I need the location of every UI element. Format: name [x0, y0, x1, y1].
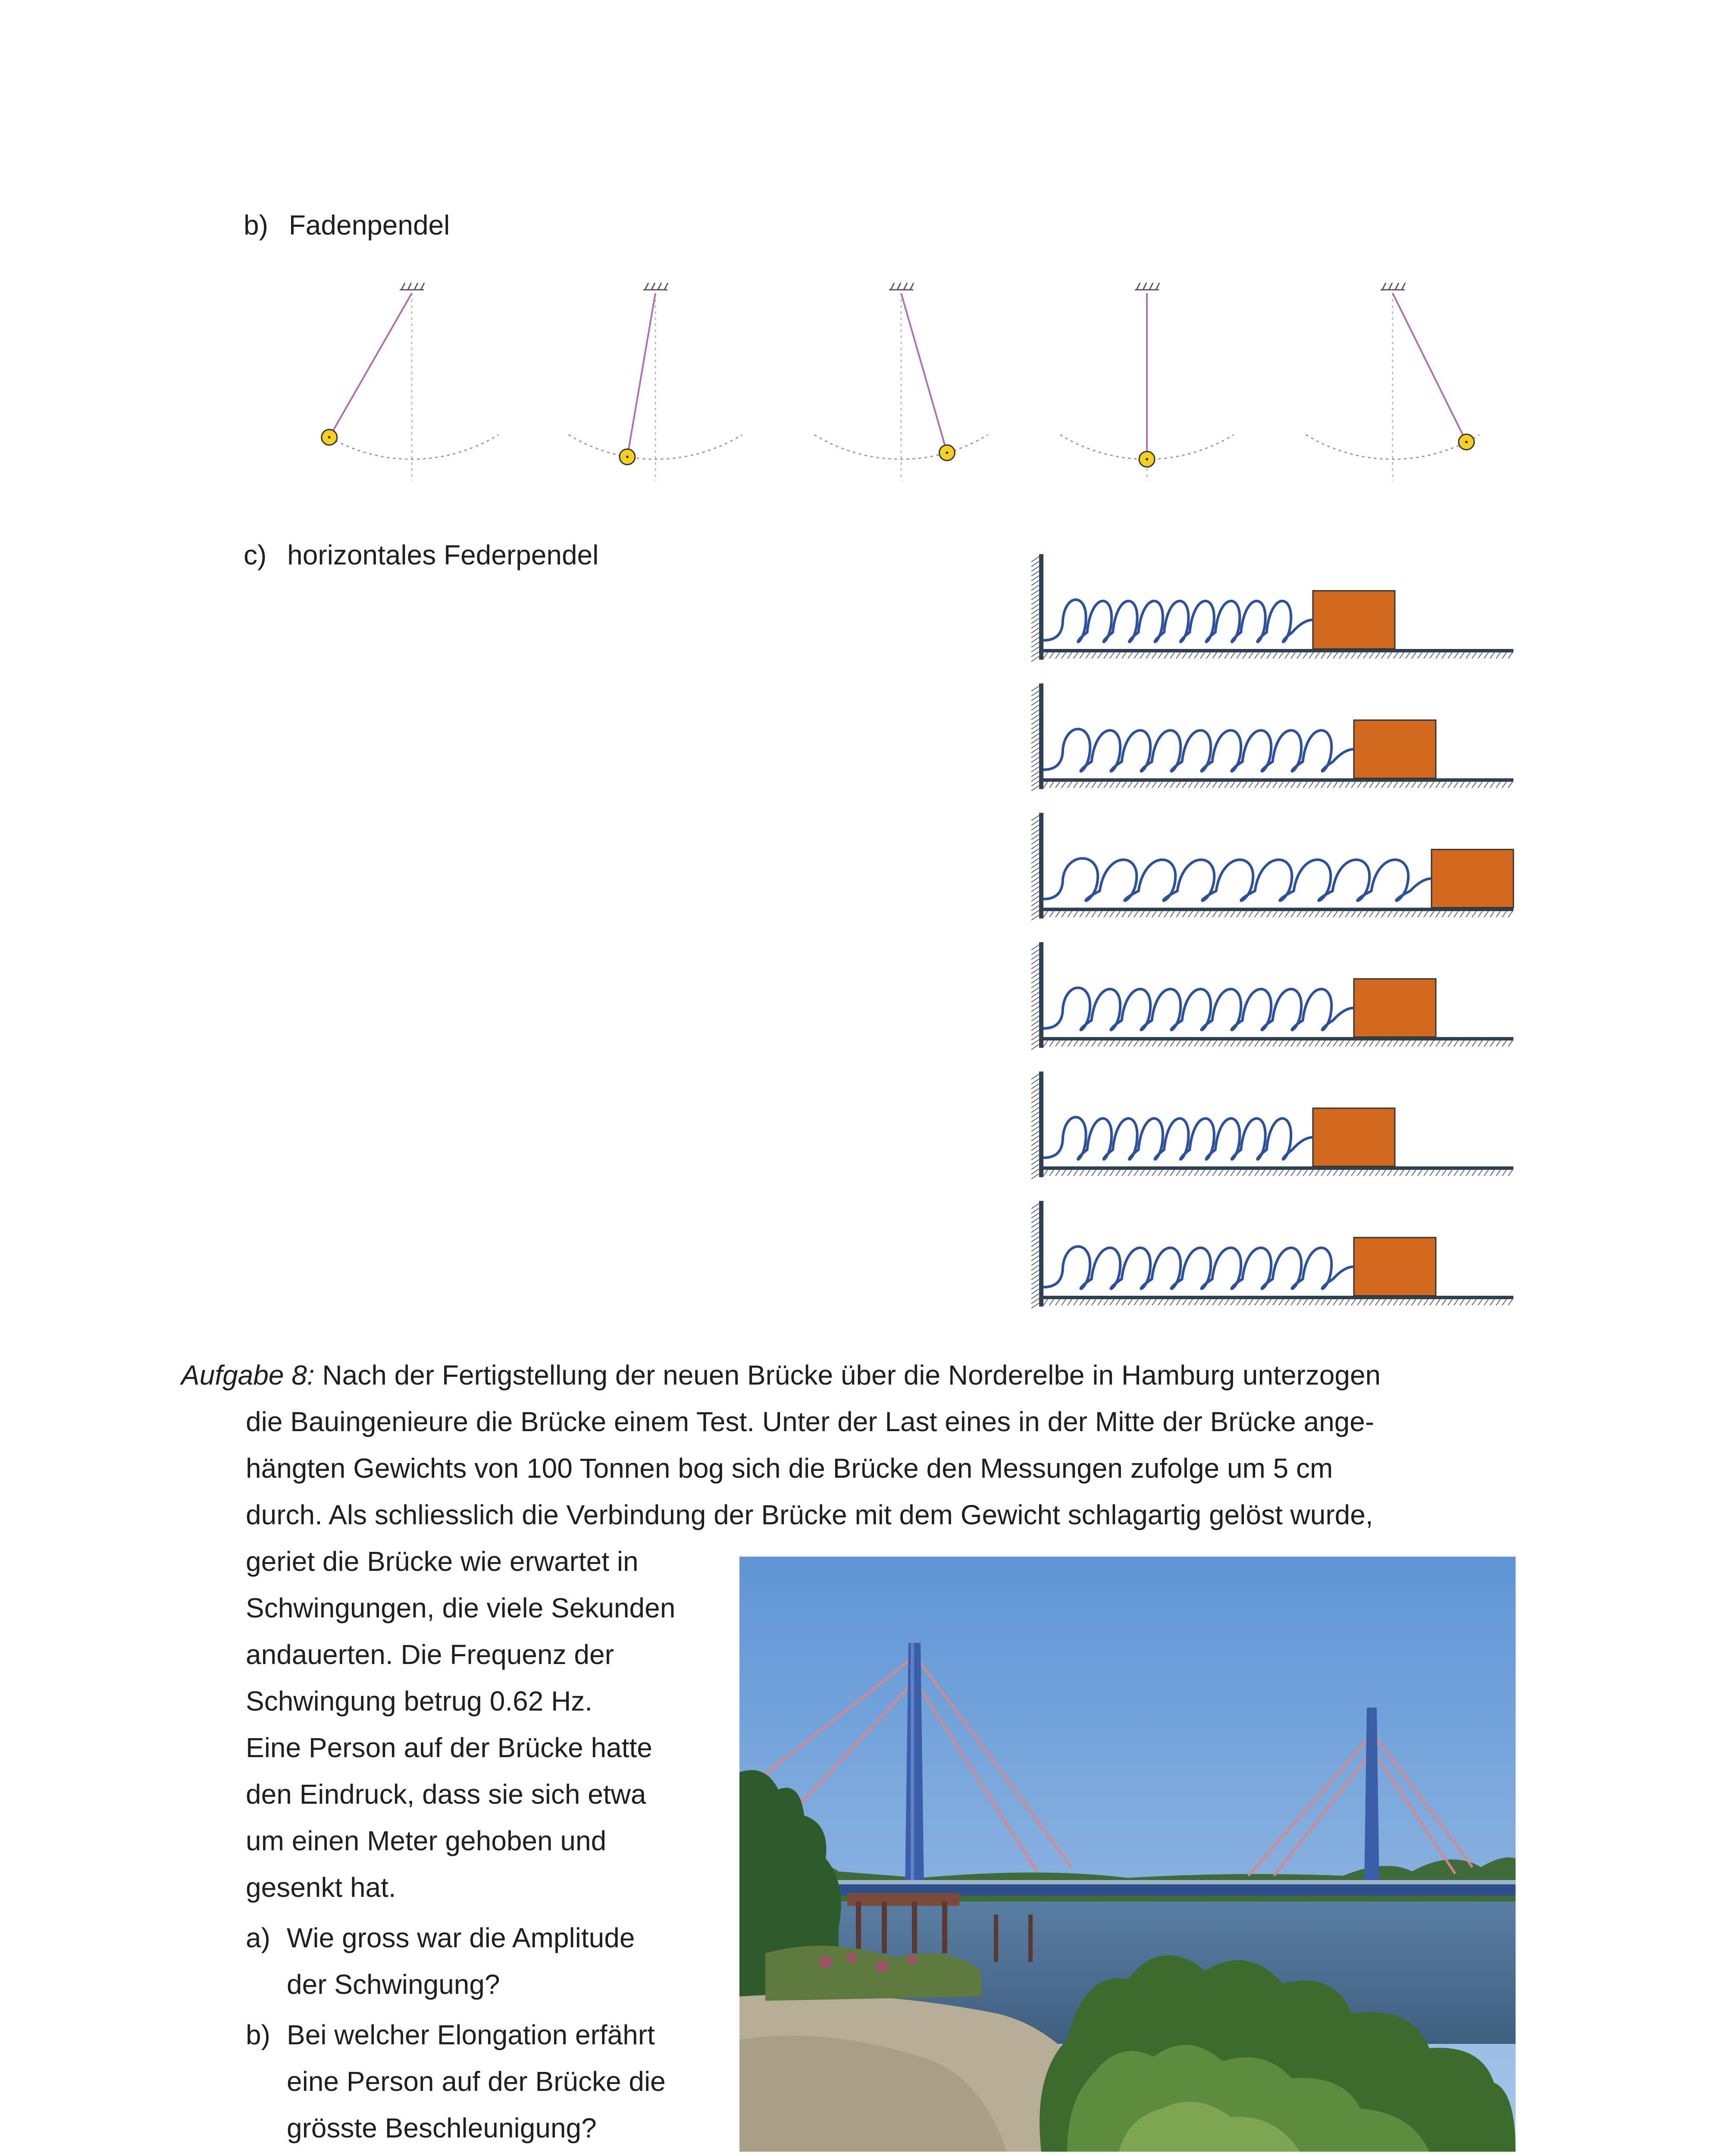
spring-coil: [1043, 1247, 1354, 1289]
spring-coil: [1043, 1117, 1313, 1159]
wall: [1039, 942, 1043, 1048]
spring-coil: [1043, 988, 1354, 1030]
section-b-label: Fadenpendel: [288, 210, 450, 241]
question-b-marker: b): [246, 2019, 270, 2050]
wall: [1039, 1201, 1043, 1307]
task-line-2: die Bauingenieure die Brücke einem Test. Unter der Last eines in der Mitte der Brücke ange-: [246, 1406, 1375, 1437]
task-line-3: hängten Gewichts von 100 Tonnen bog sich die Brücke den Messungen zufolge um 5 cm: [246, 1453, 1333, 1484]
ground: [1039, 778, 1513, 782]
ground: [1039, 1296, 1513, 1299]
task-line-8: Schwingung betrug 0.62 Hz.: [246, 1686, 593, 1717]
task-text-line-1: Nach der Fertigstellung der neuen Brücke über die Norderelbe in Hamburg unterzogen: [322, 1360, 1381, 1391]
wall: [1039, 683, 1043, 789]
spring-coil: [1043, 600, 1313, 642]
task-line-9: Eine Person auf der Brücke hatte: [246, 1732, 652, 1763]
section-c-label: horizontales Federpendel: [287, 539, 599, 570]
section-b-marker: b): [244, 210, 268, 241]
wall: [1039, 1072, 1043, 1177]
task-line-10: den Eindruck, dass sie sich etwa: [246, 1779, 646, 1810]
question-a-line-1: Wie gross war die Amplitude: [287, 1922, 635, 1953]
ground: [1039, 649, 1513, 652]
mass-block: [1354, 1238, 1436, 1296]
bridge-photo: [739, 1557, 1516, 2152]
spring-pendulum-frame: [1031, 683, 1513, 791]
question-a-line-2: der Schwingung?: [287, 1969, 500, 2000]
section-c-marker: c): [244, 539, 267, 570]
ground: [1039, 1037, 1513, 1040]
task-line-5: geriet die Brücke wie erwartet in: [246, 1546, 639, 1577]
spring-pendulum-frame: [1031, 1201, 1513, 1308]
question-b-line-2: eine Person auf der Brücke die: [287, 2066, 666, 2097]
mass-block: [1313, 1108, 1395, 1166]
task-label: Aufgabe 8:: [181, 1360, 315, 1391]
task-line-12: gesenkt hat.: [246, 1872, 396, 1903]
task-line-11: um einen Meter gehoben und: [246, 1825, 607, 1856]
spring-coil: [1043, 859, 1431, 901]
task-line-1: [181, 1352, 1381, 1398]
spring-pendulum-frame: [1031, 1072, 1513, 1179]
spring-pendulum-frame: [1031, 813, 1513, 920]
ground: [1039, 1166, 1513, 1170]
spring-pendulum-frame: [1031, 942, 1513, 1050]
mass-block: [1354, 720, 1436, 778]
spring-pendulum-frame: [1031, 554, 1513, 661]
spring-coil: [1043, 729, 1354, 771]
task-line-7: andauerten. Die Frequenz der: [246, 1639, 614, 1670]
mass-block: [1313, 591, 1395, 649]
wall: [1039, 554, 1043, 660]
question-b-line-3: grösste Beschleunigung?: [287, 2112, 597, 2143]
question-a-marker: a): [246, 1922, 270, 1953]
mass-block: [1354, 979, 1436, 1037]
question-b-line-1: Bei welcher Elongation erfährt: [287, 2019, 655, 2050]
task-line-4: durch. Als schliesslich die Verbindung der Brücke mit dem Gewicht schlagartig gelöst wurde,: [246, 1499, 1373, 1530]
wall: [1039, 813, 1043, 918]
mass-block: [1431, 849, 1513, 908]
task-line-6: Schwingungen, die viele Sekunden: [246, 1592, 676, 1623]
